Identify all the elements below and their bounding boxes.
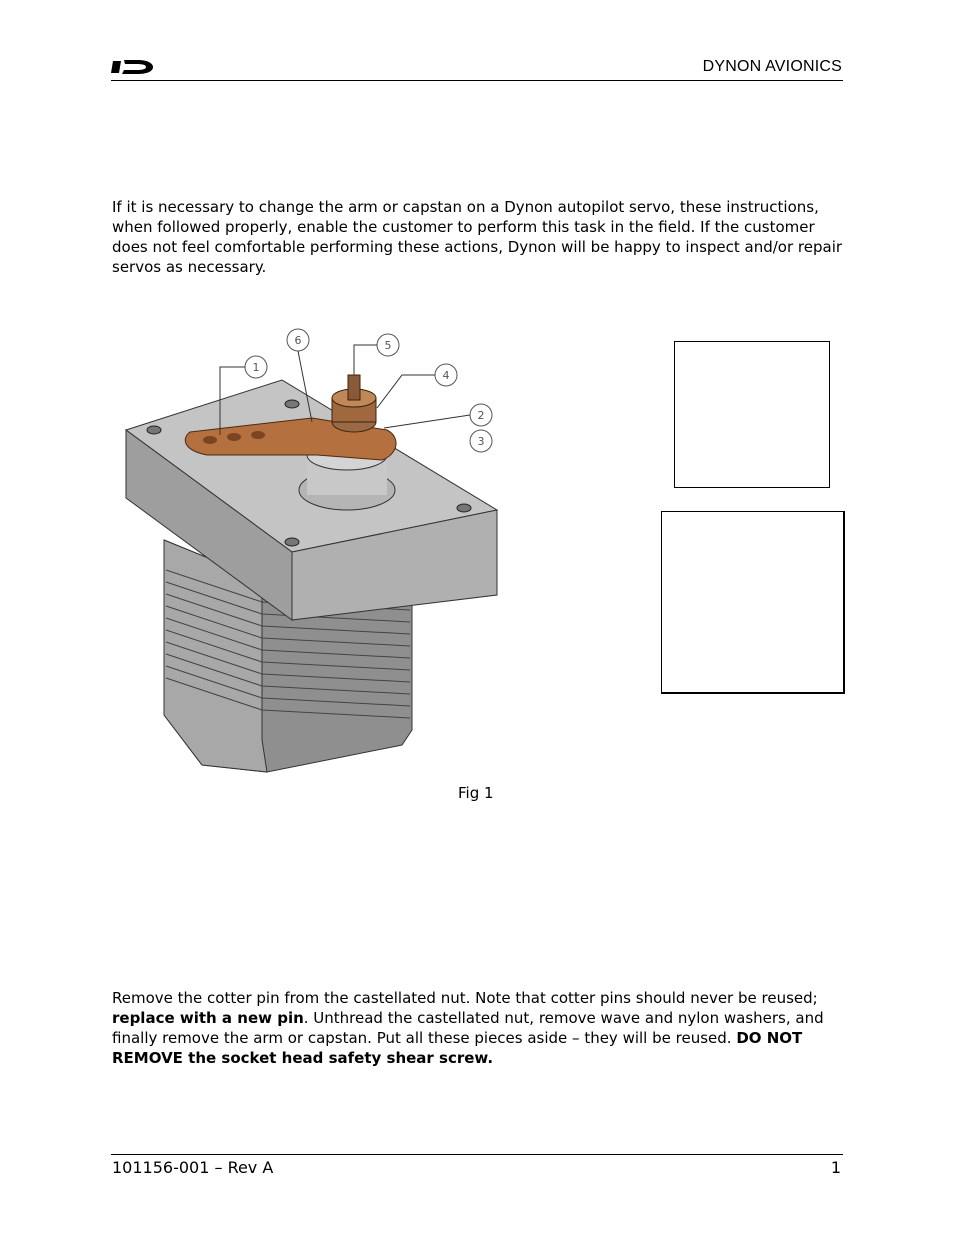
callout-5: 5 <box>384 339 392 352</box>
instructions-paragraph <box>112 988 847 1068</box>
callout-6: 6 <box>294 334 302 347</box>
brand-name: DYNON AVIONICS <box>702 58 842 75</box>
page-number: 1 <box>830 1158 841 1177</box>
servo-illustration <box>112 320 512 780</box>
instructions-text-2: . Unthread the castellated nut, remove wave and nylon washers, and finally remove the arm or capstan. Put all these pieces aside – they will be reused. <box>112 1009 824 1047</box>
dynon-logo-icon <box>111 58 155 76</box>
instructions-bold-2: DO NOT REMOVE the socket head safety shear screw. <box>112 1029 803 1067</box>
callout-4: 4 <box>442 369 450 382</box>
empty-box-upper <box>674 341 830 488</box>
doc-number: 101156-001 – Rev A <box>112 1158 274 1177</box>
intro-paragraph: If it is necessary to change the arm or capstan on a Dynon autopilot servo, these instructions, when followed properly, enable the customer to perform this task in the field. If the customer does not feel comfortable performing these actions, Dynon will be happy to inspect and/or repair servos as necessary. <box>112 198 843 276</box>
instructions-bold-1: replace with a new pin <box>112 1009 304 1027</box>
empty-box-lower <box>661 511 845 694</box>
callout-2: 2 <box>477 409 485 422</box>
figure-caption: Fig 1 <box>458 784 494 802</box>
instructions-text-1: Remove the cotter pin from the castellated nut. Note that cotter pins should never be reused; <box>112 989 818 1007</box>
callout-1: 1 <box>252 361 260 374</box>
callout-3: 3 <box>477 435 485 448</box>
footer-rule <box>111 1154 843 1155</box>
header-rule <box>111 80 843 81</box>
